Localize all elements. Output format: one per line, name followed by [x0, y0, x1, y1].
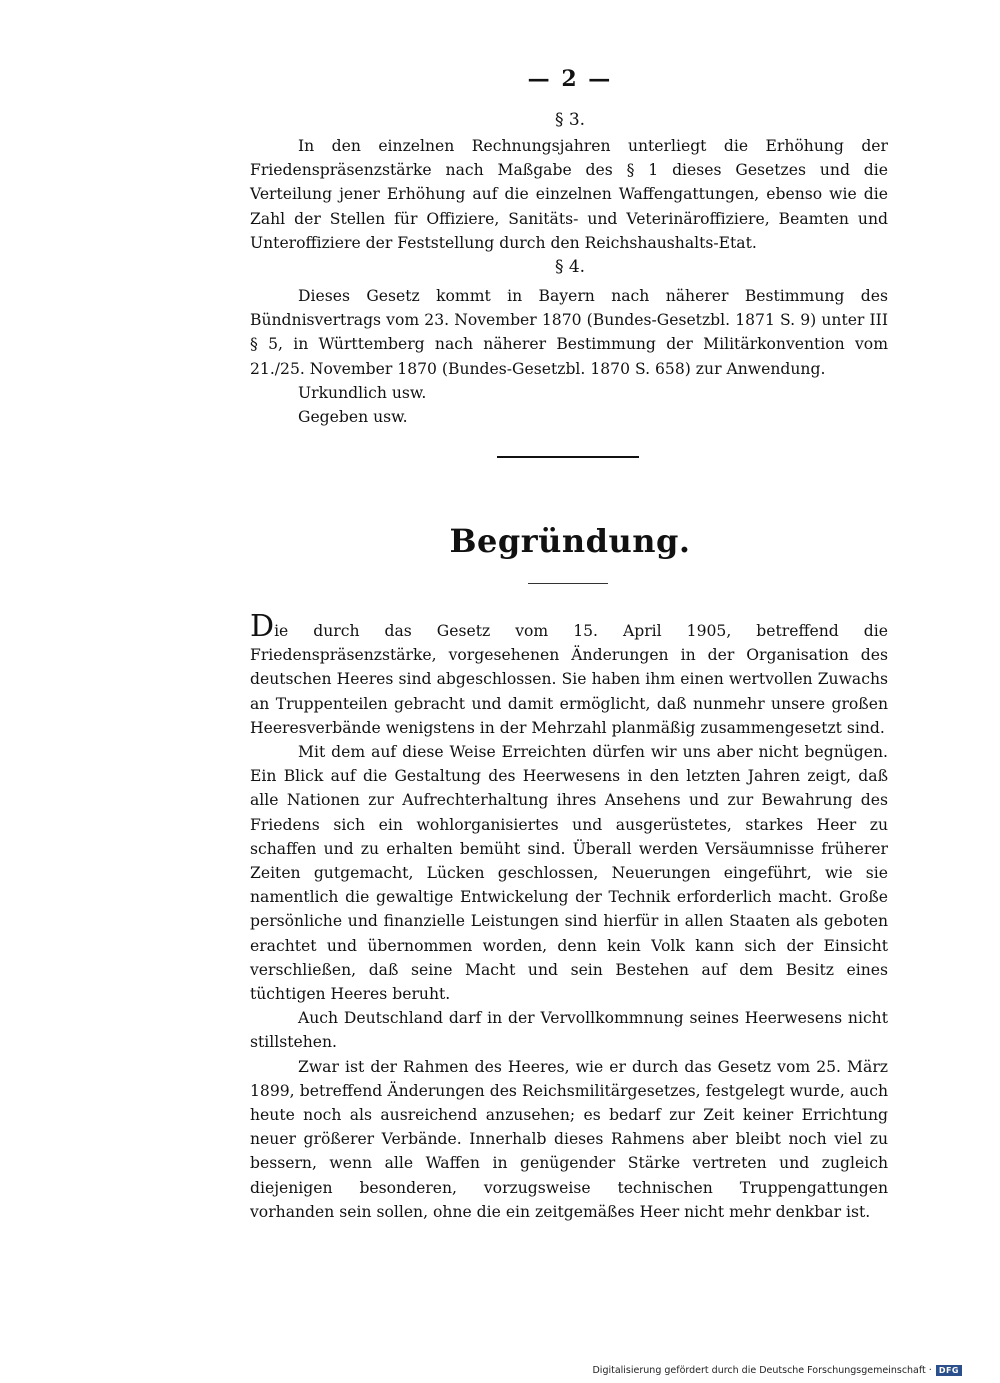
section-3-paragraph: In den einzelnen Rechnungsjahren unterliegt die Erhöhung der Friedenspräsenzstärke nach Maßgabe des § 1 dieses Gesetzes und die Verteilung jener Erhöhung auf die einzelnen Waffengattungen, ebenso wie die Zahl der Stellen für Offiziere, Sanitäts- und Veterinäroffiziere, Beamten und Unteroffiziere der Feststellung durch den Reichshaushalts-Etat. — [250, 137, 888, 252]
section-4-heading: § 4. — [554, 257, 586, 277]
footer-text: Digitalisierung gefördert durch die Deutsche Forschungsgemeinschaft · — [592, 1365, 932, 1376]
dfg-logo-icon: DFG — [936, 1365, 962, 1376]
heading-underline — [528, 583, 608, 584]
page-number: — 2 — — [527, 66, 613, 92]
digitization-footer — [592, 1365, 962, 1376]
section-divider — [497, 456, 639, 458]
section-3-heading: § 3. — [554, 110, 586, 130]
closing-formula-2: Gegeben usw. — [298, 408, 408, 427]
section-3-body — [250, 134, 888, 255]
first-paragraph — [250, 609, 888, 740]
begruendung-heading: Begründung. — [449, 522, 691, 560]
first-paragraph-text: ie durch das Gesetz vom 15. April 1905, betreffend die Friedenspräsenzstärke, vorgesehenen Änderungen in der Organisation des deutschen Heeres sind abgeschlossen. Sie haben ihm einen wertvollen Zuwachs an Truppenteilen gebracht und damit ermöglicht, daß nunmehr unsere großen Heeresverbände wenigstens in der Mehrzahl planmäßig zusammengesetzt sind. — [250, 622, 888, 737]
section-4-body — [250, 284, 888, 429]
drop-cap: D — [250, 609, 275, 644]
body-paragraph: Mit dem auf diese Weise Erreichten dürfen wir uns aber nicht begnügen. Ein Blick auf die Gestaltung des Heerwesens in den letzten Jahren zeigt, daß alle Nationen zur Aufrechterhaltung ihres Ansehens und zur Bewahrung des Friedens sich ein wohlorganisiertes und ausgerüstetes, starkes Heer zu schaffen und zu erhalten bemüht sind. Überall werden Versäumnisse früherer Zeiten gutgemacht, Lücken geschlossen, Neuerungen eingeführt, wie sie namentlich die gewaltige Entwickelung der Technik erforderlich macht. Große persönliche und finanzielle Leistungen sind hierfür in allen Staaten als geboten erachtet und übernommen worden, denn kein Volk kann sich der Einsicht verschließen, daß seine Macht und sein Bestehen auf dem Besitz eines tüchtigen Heeres beruht. — [250, 743, 888, 1004]
body-paragraph: Zwar ist der Rahmen des Heeres, wie er durch das Gesetz vom 25. März 1899, betreffend Änderungen des Reichsmilitärgesetzes, festgelegt wurde, auch heute noch als ausreichend anzusehen; es bedarf zur Zeit keiner Errichtung neuer größerer Verbände. Innerhalb dieses Rahmens aber bleibt noch viel zu bessern, wenn alle Waffen in genügender Stärke vertreten und zugleich diejenigen besonderen, vorzugsweise technischen Truppengattungen vorhanden sein sollen, ohne die ein zeitgemäßes Heer nicht mehr denkbar ist. — [250, 1057, 888, 1221]
closing-formula-1: Urkundlich usw. — [298, 383, 427, 402]
section-4-paragraph: Dieses Gesetz kommt in Bayern nach näherer Bestimmung des Bündnisvertrags vom 23. November 1870 (Bundes-Gesetzbl. 1871 S. 9) unter III § 5, in Württemberg nach näherer Bestimmung der Militärkonvention vom 21./25. November 1870 (Bundes-Gesetzbl. 1870 S. 658) zur Anwendung. — [250, 287, 888, 378]
begruendung-body — [250, 609, 888, 1224]
body-paragraph: Auch Deutschland darf in der Vervollkommnung seines Heerwesens nicht stillstehen. — [250, 1009, 888, 1052]
